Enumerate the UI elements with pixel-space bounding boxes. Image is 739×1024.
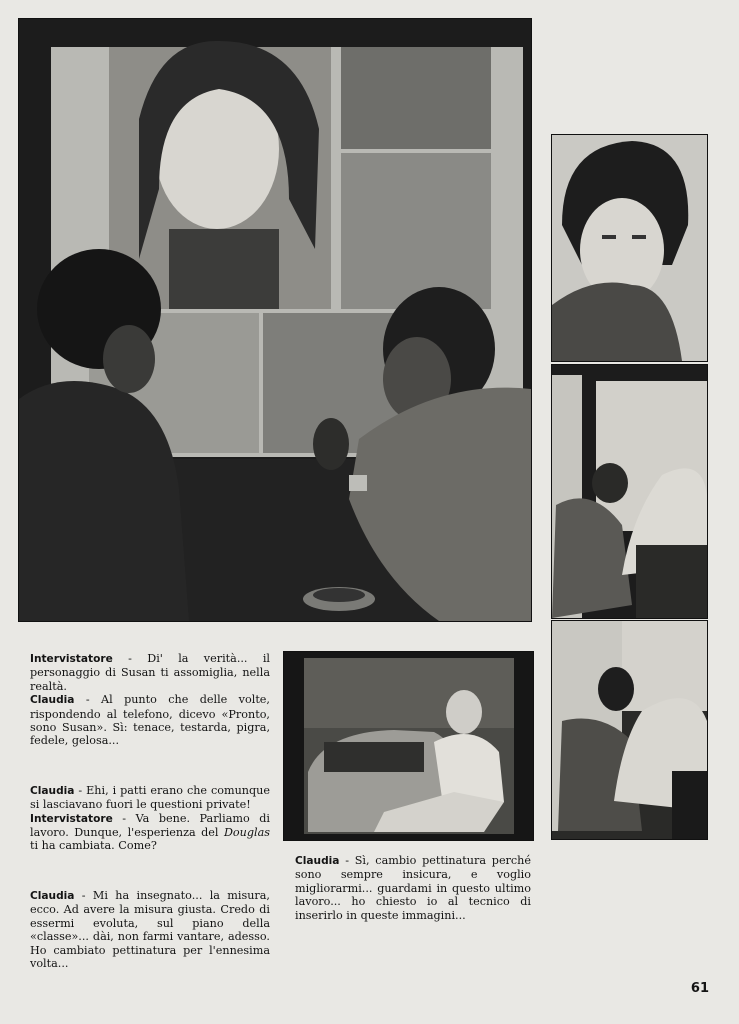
page-number: 61 [690, 981, 709, 996]
interview-column-middle [295, 854, 531, 922]
side-seated-photo-2 [551, 620, 708, 840]
car-photo [283, 651, 534, 841]
speaker-label: Intervistatore [30, 812, 113, 825]
paragraph-text: - Va bene. Parliamo di lavoro. Dunque, l'esperienza del [30, 811, 270, 840]
paragraph-italic-text: Douglas [223, 826, 270, 840]
interview-paragraph [30, 784, 270, 812]
interview-paragraph [30, 889, 270, 970]
interview-paragraph [30, 693, 270, 748]
speaker-label: Claudia [295, 855, 340, 867]
interview-paragraph [30, 652, 270, 693]
speaker-label: Intervistatore [30, 653, 113, 665]
interview-column-left [30, 652, 270, 970]
paragraph-text: - Mi ha insegnato... la misura, ecco. Ad avere la misura giusta. Credo di essermi evoluta, sul piano della «classe»... dài, non farmi vantare, adesso. Ho cambiato pettinatura per l'ennesima volta... [30, 888, 270, 970]
speaker-label: Claudia [30, 694, 75, 707]
paragraph-text: - Ehi, i patti erano che comunque si lasciavano fuori le questioni private! [30, 783, 270, 812]
speaker-label: Claudia [30, 784, 75, 797]
side-seated-photo-1 [551, 364, 708, 619]
paragraph-text: - Di' la verità... il personaggio di Susan ti assomiglia, nella realtà. [30, 652, 270, 693]
interview-paragraph [30, 812, 270, 853]
speaker-label: Claudia [30, 889, 75, 902]
main-photo [18, 18, 532, 622]
paragraph-text: ti ha cambiata. Come? [30, 839, 157, 853]
side-portrait-photo [551, 134, 708, 362]
interview-paragraph [295, 854, 531, 922]
paragraph-text: - Al punto che delle volte, rispondendo al telefono, dicevo «Pronto, sono Susan». Sì: tenace, testarda, pigra, fedele, gelosa... [30, 693, 270, 748]
paragraph-text: - Sì, cambio pettinatura perché sono sempre insicura, e voglio migliorarmi... guardami in questo ultimo lavoro... ho chiesto io al tecnico di inserirlo in queste immagini... [295, 854, 531, 922]
